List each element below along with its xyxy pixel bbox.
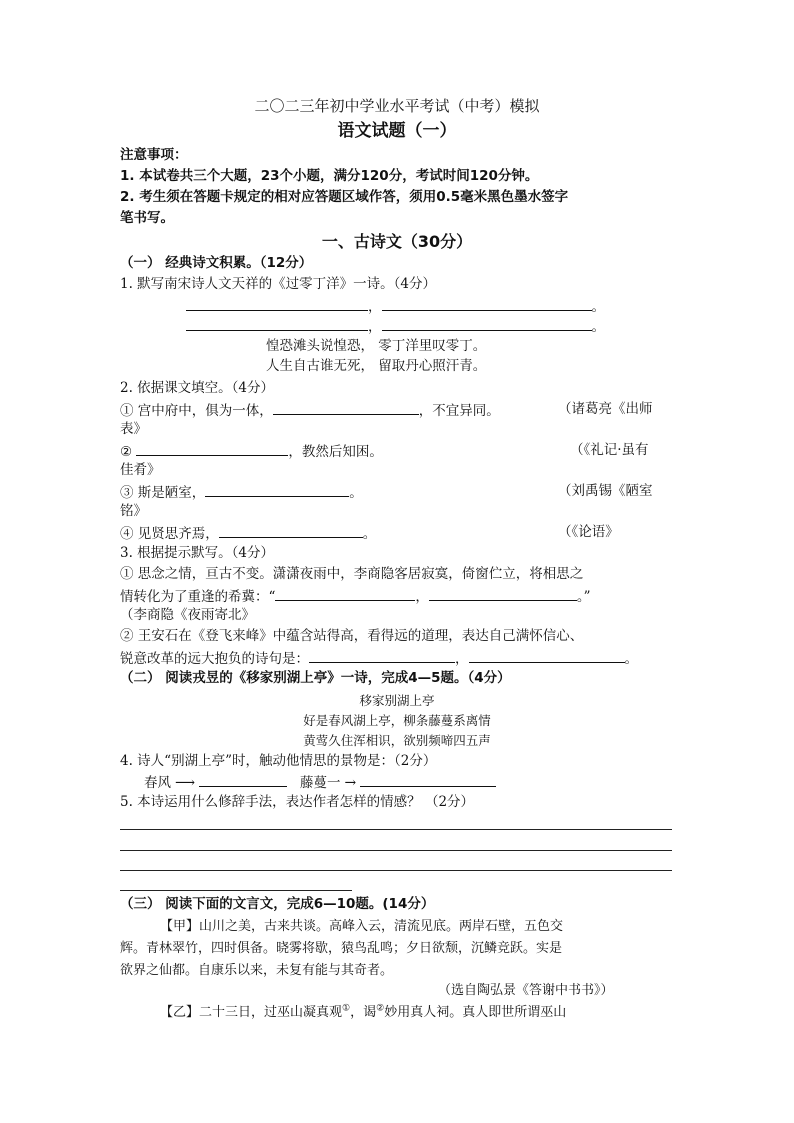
answer-line[interactable] xyxy=(120,870,672,871)
poem-title: 移家别湖上亭 xyxy=(359,693,435,708)
part2-heading: （二） 阅读戎昱的《移家别湖上亭》一诗，完成4—5题。（4分） xyxy=(120,670,511,686)
answer-line[interactable] xyxy=(120,850,672,851)
q-text: 。 xyxy=(362,526,377,542)
question-2: 2. 依据课文填空。（4分） xyxy=(120,380,275,396)
q3-item-1-cont xyxy=(120,586,591,607)
answer-blank[interactable] xyxy=(429,586,577,601)
answer-blank[interactable] xyxy=(136,441,288,456)
answer-blank[interactable] xyxy=(273,400,419,415)
q-text: ④ 见贤思齐焉， xyxy=(120,526,219,542)
notice-item-2-cont: 笔书写。 xyxy=(120,210,174,226)
footnote-mark: ② xyxy=(376,1003,385,1014)
q3-item-1: ① 思念之情，亘古不变。潇潇夜雨中，李商隐客居寂寞，倚窗伫立，将相思之 xyxy=(120,566,584,582)
passage-jia-source: （选自陶弘景《答谢中书书》） xyxy=(438,983,614,998)
q2-item-3-source: （刘禹锡《陋室 xyxy=(558,483,653,499)
punct: 。 xyxy=(624,651,638,667)
q-text: 藤蔓一 xyxy=(299,775,341,791)
q-text: ，教然后知困。 xyxy=(288,444,383,460)
exam-title: 二〇二三年初中学业水平考试（中考）模拟 xyxy=(254,97,540,115)
punct: ， xyxy=(368,299,382,315)
poem-line: 好是春风湖上亭，柳条藤蔓系离情 xyxy=(303,713,491,728)
question-4: 4. 诗人“别湖上亭”时，触动他情思的景物是：（2分） xyxy=(120,753,437,769)
answer-blank[interactable] xyxy=(275,586,415,601)
passage-jia-line: 【甲】山川之美，古来共谈。高峰入云，清流见底。两岸石壁，五色交 xyxy=(160,919,564,934)
answer-line[interactable] xyxy=(120,890,352,891)
q-text: ① 宫中府中，俱为一体， xyxy=(120,403,273,419)
q2-item-4-source: （《论语》 xyxy=(558,524,619,540)
q2-item-1-source: （诸葛亮《出师 xyxy=(558,401,653,417)
notice-item-2: 2. 考生须在答题卡规定的相对应答题区域作答，须用0.5毫米黑色墨水签字 xyxy=(120,189,569,205)
q-text: 锐意改革的远大抱负的诗句是： xyxy=(120,651,309,667)
answer-blank[interactable] xyxy=(199,772,287,787)
q-text: 情转化为了重逢的希冀：“ xyxy=(120,589,276,605)
q3-item-2-cont xyxy=(120,648,638,669)
passage-jia-line: 欲界之仙都。自康乐以来，未复有能与其奇者。 xyxy=(120,963,394,978)
q2-item-3-source-cont: 铭》 xyxy=(120,503,147,519)
notice-item-1: 1. 本试卷共三个大题，23个小题，满分120分，考试时间120分钟。 xyxy=(120,168,539,184)
punct: ， xyxy=(455,651,469,667)
q3-item-2: ② 王安石在《登飞来峰》中蕴含站得高，看得远的道理，表达自己满怀信心、 xyxy=(120,628,584,644)
answer-blank[interactable] xyxy=(309,648,455,663)
q2-item-1-source-cont: 表》 xyxy=(120,421,147,437)
q3-item-1-source: （李商隐《夜雨寄北》 xyxy=(120,607,255,623)
q-text: ② xyxy=(120,444,133,460)
answer-blank[interactable] xyxy=(360,772,496,787)
q-text: 妙用真人祠。真人即世所谓巫山 xyxy=(384,1005,567,1020)
poem-line: 黄莺久住浑相识，欲别频啼四五声 xyxy=(303,733,491,748)
question-3: 3. 根据提示默写。（4分） xyxy=(120,545,275,561)
answer-blank[interactable] xyxy=(186,316,368,331)
answer-blank[interactable] xyxy=(219,523,363,538)
poem-line: 人生自古谁无死， 留取丹心照汗青。 xyxy=(266,358,487,374)
q2-item-2 xyxy=(120,441,383,462)
part1-heading: （一） 经典诗文积累。（12分） xyxy=(120,255,313,271)
q-text: ，谒 xyxy=(350,1005,377,1020)
q2-item-4 xyxy=(120,523,376,544)
q1-blank-row-2 xyxy=(186,316,605,337)
answer-blank[interactable] xyxy=(382,316,592,331)
punct: ， xyxy=(368,319,382,335)
q-text: ③ 斯是陋室， xyxy=(120,485,206,501)
q-text: 【乙】二十三日，过巫山凝真观 xyxy=(160,1005,343,1020)
punct: 。 xyxy=(591,299,605,315)
q2-item-3 xyxy=(120,482,363,503)
question-1: 1. 默写南宋诗人文天祥的《过零丁洋》一诗。（4分） xyxy=(120,276,437,292)
footnote-mark: ① xyxy=(342,1003,351,1014)
punct: ， xyxy=(415,589,429,605)
q-text: ，不宜异同。 xyxy=(418,403,500,419)
notice-heading: 注意事项： xyxy=(120,147,188,163)
question-5: 5. 本诗运用什么修辞手法，表达作者怎样的情感？ （2分） xyxy=(120,794,475,810)
q4-answer-row xyxy=(144,772,496,793)
q1-blank-row-1 xyxy=(186,296,605,317)
q2-item-2-source: （《礼记·虽有 xyxy=(570,442,649,458)
q2-item-1 xyxy=(120,400,500,421)
answer-blank[interactable] xyxy=(469,648,625,663)
passage-jia-line: 辉。青林翠竹，四时俱备。晓雾将歇，猿鸟乱鸣；夕日欲颓，沉鳞竞跃。实是 xyxy=(120,941,563,956)
section-heading: 一、古诗文（30分） xyxy=(321,232,473,251)
q2-item-2-source-cont: 佳肴》 xyxy=(120,462,161,478)
arrow-right-icon: ⟶ xyxy=(175,775,196,791)
answer-blank[interactable] xyxy=(205,482,349,497)
punct: 。” xyxy=(576,589,591,605)
q-text: 春风 xyxy=(144,775,171,791)
punct: 。 xyxy=(591,319,605,335)
answer-blank[interactable] xyxy=(382,296,592,311)
passage-yi-line xyxy=(160,1003,566,1022)
exam-subtitle: 语文试题（一） xyxy=(337,121,457,141)
answer-blank[interactable] xyxy=(186,296,368,311)
arrow-right-icon: → xyxy=(344,775,357,791)
part3-heading: （三） 阅读下面的文言文，完成6—10题。(14分） xyxy=(120,896,435,912)
answer-line[interactable] xyxy=(120,829,672,830)
poem-line: 惶恐滩头说惶恐， 零丁洋里叹零丁。 xyxy=(266,338,487,354)
q-text: 。 xyxy=(349,485,363,501)
